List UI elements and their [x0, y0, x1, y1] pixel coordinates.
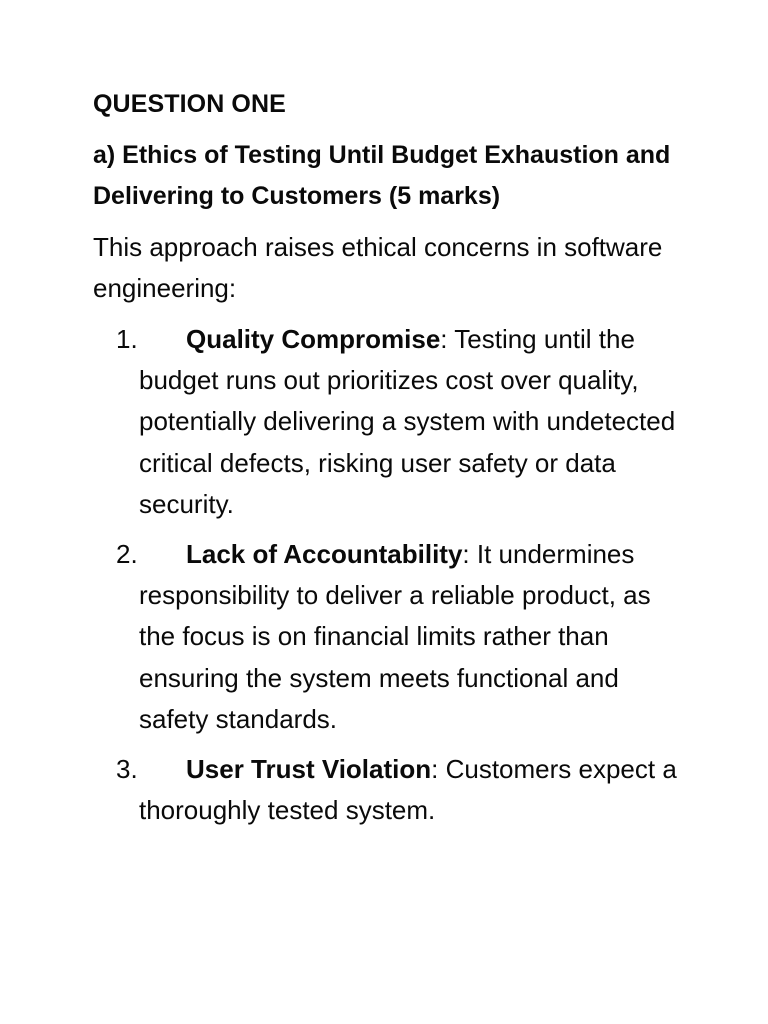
list-item-term: Quality Compromise: [186, 324, 441, 354]
list-item-text: : It undermines responsibility to deliver a reliable product, as the focus is on financial limits rather than ensuring the system meets functional and safety standards.: [139, 539, 651, 734]
section-title: a) Ethics of Testing Until Budget Exhaustion and Delivering to Customers (5 marks): [93, 141, 671, 210]
list-item-term: User Trust Violation: [186, 754, 432, 785]
list-item: 3. User Trust Violation: Customers expect a thoroughly tested system.: [116, 754, 677, 826]
ethical-concerns-list: [93, 319, 693, 831]
list-item: 2. Lack of Accountability: It undermines responsibility to deliver a reliable product, as the focus is on financial limits rather than ensuring the system meets functional and safety standards.: [116, 539, 651, 734]
question-title: QUESTION ONE: [93, 90, 286, 118]
list-item-text: : Customers expect a thoroughly tested system.: [139, 754, 677, 826]
list-item-term: Lack of Accountability: [186, 539, 463, 570]
list-item: 1. Quality Compromise: Testing until the budget runs out prioritizes cost over quality, potentially delivering a system with undetected critical defects, risking user safety or data security.: [116, 324, 676, 519]
list-item-text: : Testing until the budget runs out prioritizes cost over quality, potentially delivering a system with undetected critical defects, risking user safety or data security.: [139, 324, 676, 519]
intro-paragraph: This approach raises ethical concerns in software engineering:: [93, 232, 663, 303]
document-page: [93, 84, 693, 840]
